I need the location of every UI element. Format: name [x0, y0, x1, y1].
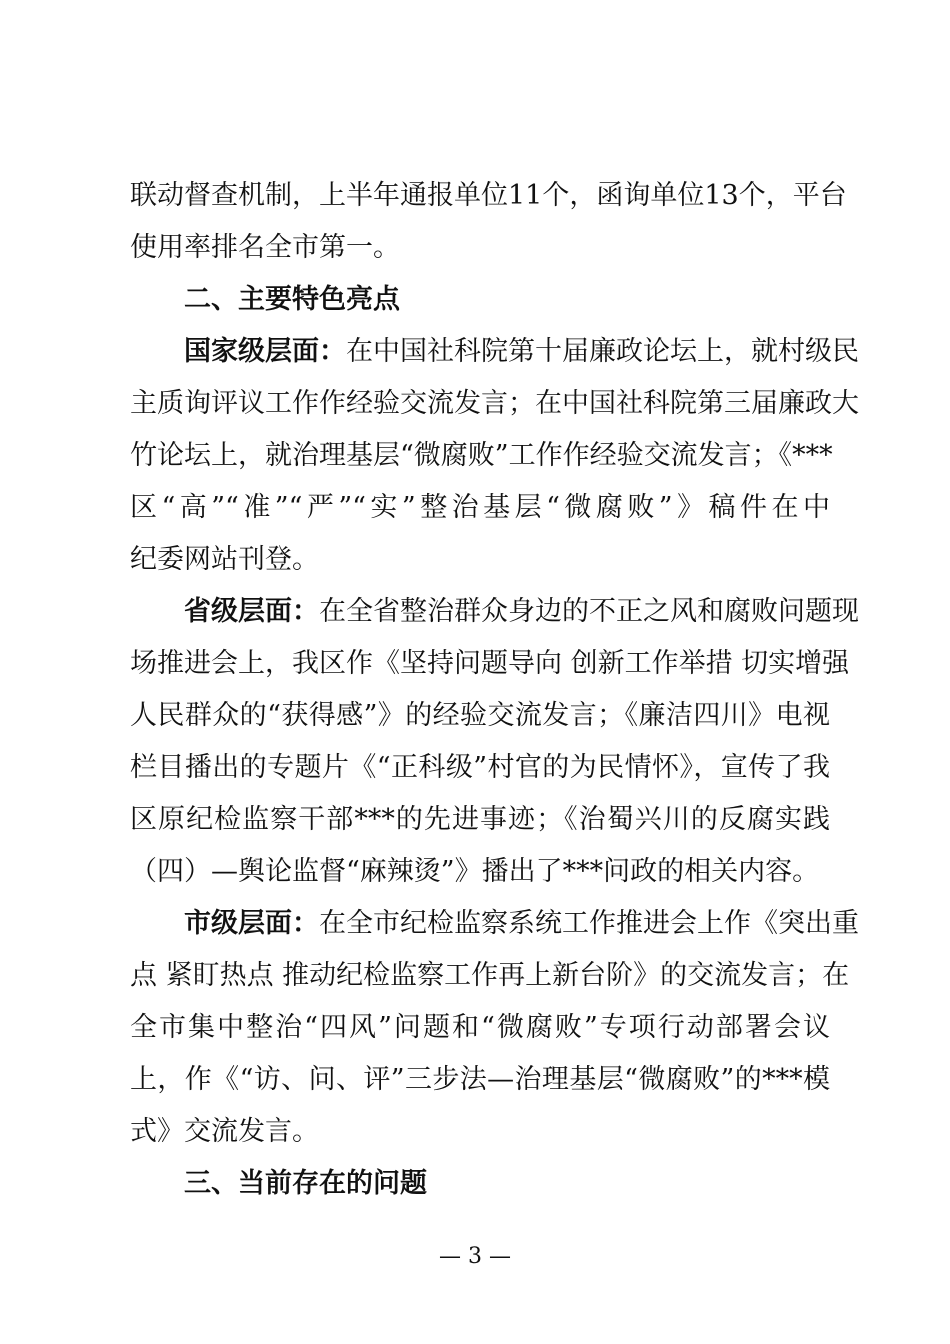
paragraph-provincial-level [130, 586, 859, 898]
section-heading-highlights: 二、主要特色亮点 [184, 284, 400, 315]
text-line: 主质询评议工作作经验交流发言；在中国社科院第三届廉政大 [130, 388, 859, 419]
paragraph-city-level [130, 898, 859, 1158]
paragraph-lead: 省级层面： [184, 596, 319, 627]
section-heading-problems: 三、当前存在的问题 [184, 1168, 427, 1199]
document-body [130, 170, 859, 1210]
text-line [130, 898, 859, 950]
text-line: 上，作《“访、问、评”三步法—治理基层“微腐败”的***模 [130, 1064, 830, 1095]
text-line [130, 586, 859, 638]
text-fragment: 在全市纪检监察系统工作推进会上作《突出重 [319, 908, 859, 939]
text-line: 栏目播出的专题片《“正科级”村官的为民情怀》，宣传了我 [130, 752, 830, 783]
text-line: 区“高”“准”“严”“实”整治基层“微腐败”》稿件在中 [130, 492, 830, 523]
paragraph-lead: 市级层面： [184, 908, 319, 939]
text-line: 联动督查机制，上半年通报单位11个，函询单位13个，平台 [130, 180, 847, 211]
text-line: 式》交流发言。 [130, 1116, 319, 1147]
page-number: — 3 — [439, 1244, 511, 1269]
text-line: 竹论坛上，就治理基层“微腐败”工作作经验交流发言；《*** [130, 440, 833, 471]
text-line: 区原纪检监察干部***的先进事迹；《治蜀兴川的反腐实践 [130, 804, 830, 835]
text-line: （四）—舆论监督“麻辣烫”》播出了***问政的相关内容。 [130, 856, 820, 887]
text-fragment: 在中国社科院第十届廉政论坛上，就村级民 [346, 336, 859, 367]
text-line: 点 紧盯热点 推动纪检监察工作再上新台阶》的交流发言；在 [130, 960, 850, 991]
text-fragment: 在全省整治群众身边的不正之风和腐败问题现 [319, 596, 859, 627]
text-line: 使用率排名全市第一。 [130, 232, 400, 263]
text-line: 纪委网站刊登。 [130, 544, 319, 575]
text-line: 场推进会上，我区作《坚持问题导向 创新工作举措 切实增强 [130, 648, 850, 679]
paragraph-continuation [130, 170, 847, 274]
paragraph-national-level [130, 326, 859, 586]
text-line: 人民群众的“获得感”》的经验交流发言；《廉洁四川》电视 [130, 700, 830, 731]
text-line [130, 326, 859, 378]
text-line: 全市集中整治“四风”问题和“微腐败”专项行动部署会议 [130, 1012, 830, 1043]
paragraph-lead: 国家级层面： [184, 336, 346, 367]
